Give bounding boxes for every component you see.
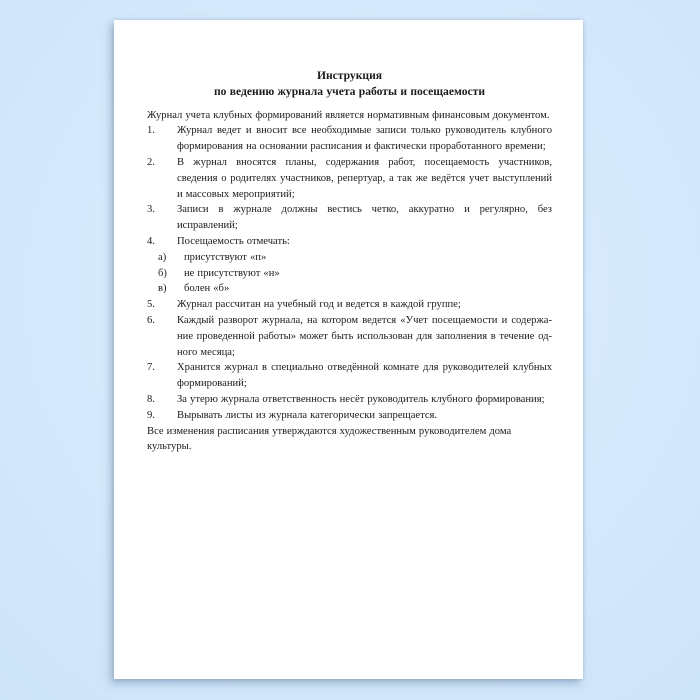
sub-item-b-letter: б) [158, 267, 167, 279]
item-7-text: Хранится журнал в специально отведённой комнате для руководителей клубных формирований; [177, 362, 552, 390]
document-title-line1: Инструкция [316, 69, 383, 82]
item-9-text: Вырывать листы из журнала категорически запрещается. [177, 409, 438, 421]
item-2-number: 2. [147, 156, 155, 168]
item-5-number: 5. [147, 299, 155, 311]
closing-paragraph: Все изменения расписания утверждаются художественным руководителем дома культуры. [147, 425, 512, 453]
intro-paragraph: Журнал учета клубных формирований является нормативным финансовым документом. [147, 109, 550, 121]
item-4-text: Посещаемость отмечать: [177, 235, 290, 247]
document-title-line2: по ведению журнала учета работы и посещаемости [213, 84, 486, 98]
sub-item-v-text: болен «б» [184, 283, 230, 295]
item-8-number: 8. [147, 393, 155, 405]
list-item-1 [147, 123, 552, 155]
sub-item-b-text: не присутствуют «н» [184, 267, 280, 279]
item-1-number: 1. [147, 125, 155, 137]
sub-item-a [158, 250, 552, 266]
sub-item-v-letter: в) [158, 283, 167, 295]
list-item-3 [147, 202, 552, 234]
item-3-number: 3. [147, 204, 155, 216]
document-heading [147, 68, 552, 100]
document-content [114, 20, 583, 455]
list-item-2 [147, 155, 552, 202]
item-2-text: В журнал вносятся планы, содержания работ, посещаемость участников, сведения о родителях участников, репертуар, а так же ведётся учет выступлений и массовых мероприятий; [177, 156, 552, 200]
item-1-text: Журнал ведет и вносит все необходимые записи только руководитель клубного формирования на основании расписания и фактически проработанного времени; [177, 125, 552, 153]
list-item-5 [147, 297, 552, 313]
sub-item-v [158, 281, 552, 297]
document-page [114, 20, 583, 679]
item-5-text: Журнал рассчитан на учебный год и ведется в каждой группе; [177, 299, 461, 311]
item-8-text: За утерю журнала ответственность несёт руководитель клубного формирования; [177, 393, 545, 405]
list-item-4 [147, 234, 552, 250]
list-item-9 [147, 408, 552, 424]
item-3-text: Записи в журнале должны вестись четко, аккуратно и регулярно, без исправлений; [177, 204, 552, 232]
sub-item-a-letter: а) [158, 251, 167, 263]
sub-item-a-text: присутствуют «п» [184, 251, 267, 263]
item-4-number: 4. [147, 235, 155, 247]
list-item-6 [147, 313, 552, 360]
sub-item-b [158, 266, 552, 282]
item-7-number: 7. [147, 362, 155, 374]
item-6-number: 6. [147, 314, 155, 326]
item-9-number: 9. [147, 409, 155, 421]
list-item-8 [147, 392, 552, 408]
list-item-7 [147, 360, 552, 392]
item-6-text: Каждый разворот журнала, на котором ведется «Учет посещаемости и содержание проведенной работы» может быть использован для заполнения в течение одного месяца; [177, 314, 552, 358]
